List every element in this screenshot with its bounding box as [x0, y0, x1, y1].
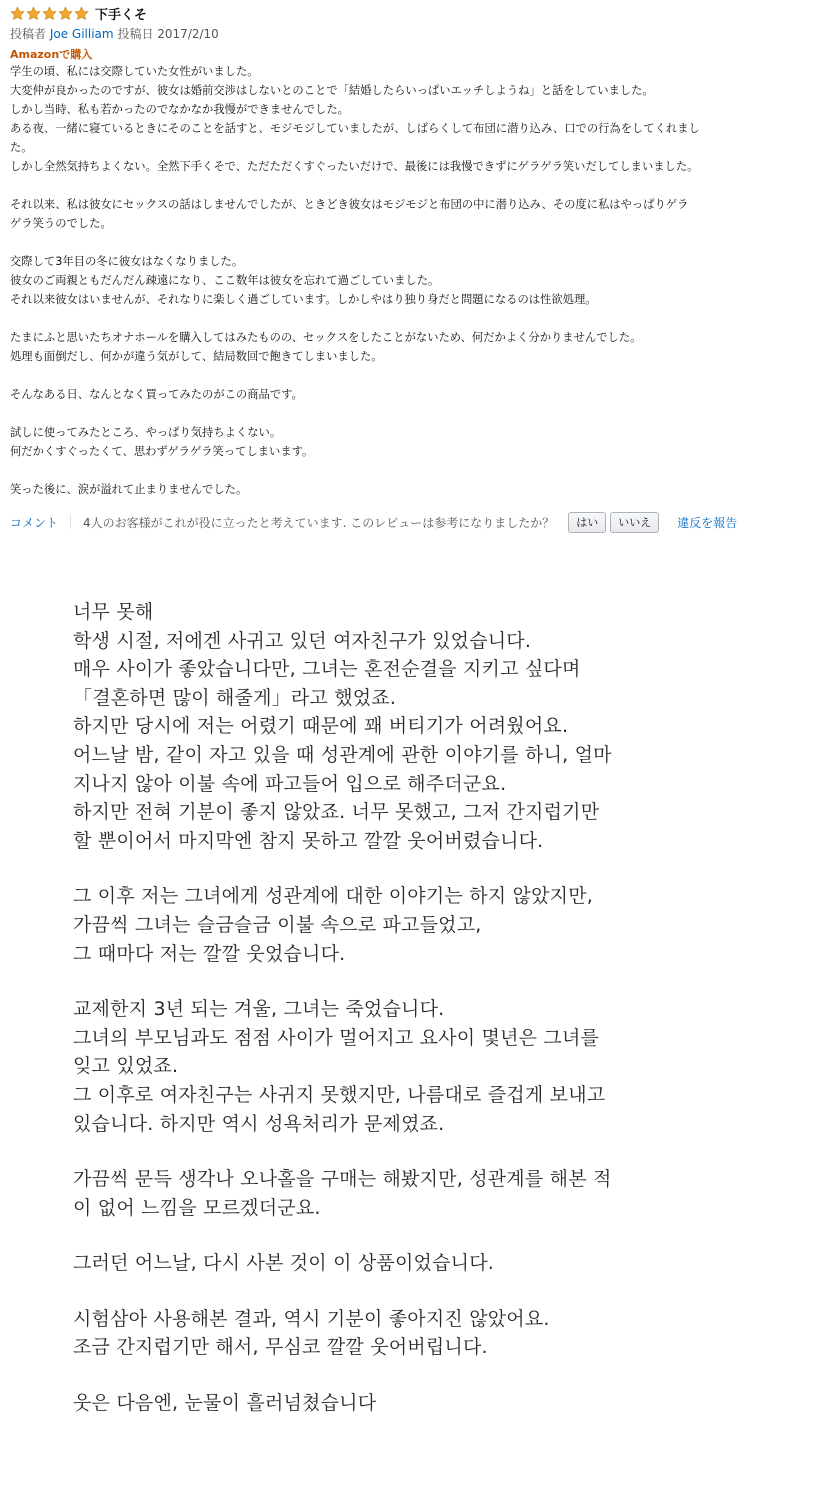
review-paragraph	[10, 195, 810, 233]
translation-line: 조금 간지럽기만 해서, 무심코 깔깔 웃어버립니다.	[73, 1336, 488, 1359]
translation-paragraph	[73, 598, 713, 855]
review-line: それ以来、私は彼女にセックスの話はしませんでしたが、ときどき彼女はモジモジと布団の中に潜り込み、その度に私はやっぱりゲラ	[10, 198, 689, 211]
review-line: た。	[10, 141, 33, 154]
translation-paragraph	[73, 882, 713, 968]
translation-line: 하지만 당시에 저는 어렸기 때문에 꽤 버티기가 어려웠어요.	[73, 715, 569, 738]
review-line: 試しに使ってみたところ、やっぱり気持ちよくない。	[10, 426, 282, 439]
review-line: それ以来彼女はいませんが、それなりに楽しく過ごしています。しかしやはり独り身だと問題になるのは性欲処理。	[10, 293, 597, 306]
star-icon	[58, 6, 73, 21]
review-line: 笑った後に、涙が溢れて止まりませんでした。	[10, 483, 248, 496]
translation-paragraph	[73, 1305, 713, 1362]
translation-line: 그녀의 부모님과도 점점 사이가 멀어지고 요사이 몇년은 그녀를	[73, 1026, 600, 1049]
review-line: ゲラ笑うのでした。	[10, 217, 112, 230]
review-date: 2017/2/10	[157, 27, 219, 41]
review-line: 処理も面倒だし、何かが違う気がして、結局数回で飽きてしまいました。	[10, 350, 383, 363]
review-line: 学生の頃、私には交際していた女性がいました。	[10, 65, 259, 78]
translation-line: 이 없어 느낌을 모르겠더군요.	[73, 1196, 321, 1219]
translation-paragraph	[73, 1249, 713, 1278]
review-footer	[10, 511, 810, 533]
author-link[interactable]: Joe Gilliam	[49, 27, 114, 41]
translation-line: 지나지 않아 이불 속에 파고들어 입으로 해주더군요.	[73, 772, 507, 795]
translation-line: 그 이후로 여자친구는 사귀지 못했지만, 나름대로 즐겁게 보내고	[73, 1083, 606, 1106]
posted-date-label: 投稿日	[117, 27, 154, 41]
comment-link[interactable]: コメント	[10, 515, 59, 530]
review-card	[10, 4, 810, 518]
translation-line: 그러던 어느날, 다시 사본 것이 이 상품이었습니다.	[73, 1252, 494, 1275]
translation-line: 할 뿐이어서 마지막엔 참지 못하고 깔깔 웃어버렸습니다.	[73, 829, 544, 852]
translation-paragraph	[73, 1389, 713, 1418]
review-title[interactable]: 下手くそ	[95, 7, 148, 23]
translation-line: 하지만 전혀 기분이 좋지 않았죠. 너무 못했고, 그저 간지럽기만	[73, 801, 600, 824]
translation-line: 가끔씩 그녀는 슬금슬금 이불 속으로 파고들었고,	[73, 913, 482, 936]
review-line: 何だかくすぐったくて、思わずゲラゲラ笑ってしまいます。	[10, 445, 314, 458]
translation-line: 「결혼하면 많이 해줄게」라고 했었죠.	[73, 686, 397, 709]
review-paragraph	[10, 385, 810, 404]
review-body	[10, 62, 810, 499]
helpful-yes-button[interactable]: はい	[568, 512, 606, 533]
translation-line: 시험삼아 사용해본 결과, 역시 기분이 좋아지진 않았어요.	[73, 1307, 550, 1330]
review-line: 大変仲が良かったのですが、彼女は婚前交渉はしないとのことで「結婚したらいっぱいエッチしようね」と話をしていました。	[10, 84, 654, 97]
translation-line: 매우 사이가 좋았습니다만, 그녀는 혼전순결을 지키고 싶다며	[73, 658, 581, 681]
verified-purchase-badge: Amazonで購入	[10, 48, 93, 61]
translation-line: 교제한지 3년 되는 겨울, 그녀는 죽었습니다.	[73, 998, 445, 1021]
review-paragraph	[10, 423, 810, 461]
translation-line: 가끔씩 문득 생각나 오나홀을 구매는 해봤지만, 성관계를 해본 적	[73, 1168, 612, 1191]
posted-by-label: 投稿者	[10, 27, 47, 41]
translation-line: 웃은 다음엔, 눈물이 흘러넘쳤습니다	[73, 1392, 377, 1415]
translation-paragraph	[73, 1165, 713, 1222]
review-paragraph	[10, 328, 810, 366]
review-line: しかし全然気持ちよくない。全然下手くそで、ただただくすぐったいだけで、最後には我慢できずにゲラゲラ笑いだしてしまいました。	[10, 160, 699, 173]
translation-line: 잊고 있었죠.	[73, 1055, 179, 1078]
review-line: そんなある日、なんとなく買ってみたのがこの商品です。	[10, 388, 303, 401]
star-icon	[42, 6, 57, 21]
review-line: 彼女のご両親ともだんだん疎遠になり、ここ数年は彼女を忘れて過ごしていました。	[10, 274, 440, 287]
star-icon	[74, 6, 89, 21]
review-paragraph	[10, 252, 810, 309]
star-icon	[26, 6, 41, 21]
translation-line: 너무 못해	[73, 601, 154, 623]
translation-paragraph	[73, 995, 713, 1138]
divider	[70, 515, 71, 529]
report-abuse-link[interactable]: 違反を報告	[677, 515, 738, 530]
review-line: ある夜、一緒に寝ているときにそのことを話すと、モジモジしていましたが、しばらくして布団に潜り込み、口での行為をしてくれまし	[10, 122, 700, 135]
translation-line: 그 때마다 저는 깔깔 웃었습니다.	[73, 942, 346, 965]
review-line: しかし当時、私も若かったのでなかなか我慢ができませんでした。	[10, 103, 349, 116]
translation-line: 있습니다. 하지만 역시 성욕처리가 문제였죠.	[73, 1112, 445, 1135]
review-meta	[10, 25, 810, 42]
translation-line: 학생 시절, 저에겐 사귀고 있던 여자친구가 있었습니다.	[73, 629, 532, 652]
star-rating	[10, 6, 89, 21]
helpful-text: 4人のお客様がこれが役に立ったと考えています. このレビューは参考になりましたか？	[83, 515, 555, 530]
translation-line: 어느날 밤, 같이 자고 있을 때 성관계에 관한 이야기를 하니, 얼마	[73, 743, 612, 766]
review-line: たまにふと思いたちオナホールを購入してはみたものの、セックスをしたことがないため、何だかよく分かりませんでした。	[10, 331, 642, 344]
star-icon	[10, 6, 25, 21]
translation-line: 그 이후 저는 그녀에게 성관계에 대한 이야기는 하지 않았지만,	[73, 885, 594, 908]
korean-translation	[73, 598, 713, 1445]
helpful-no-button[interactable]: いいえ	[610, 512, 659, 533]
review-line: 交際して3年目の冬に彼女はなくなりました。	[10, 255, 244, 268]
review-paragraph	[10, 480, 810, 499]
review-paragraph	[10, 62, 810, 176]
review-header	[10, 4, 810, 22]
